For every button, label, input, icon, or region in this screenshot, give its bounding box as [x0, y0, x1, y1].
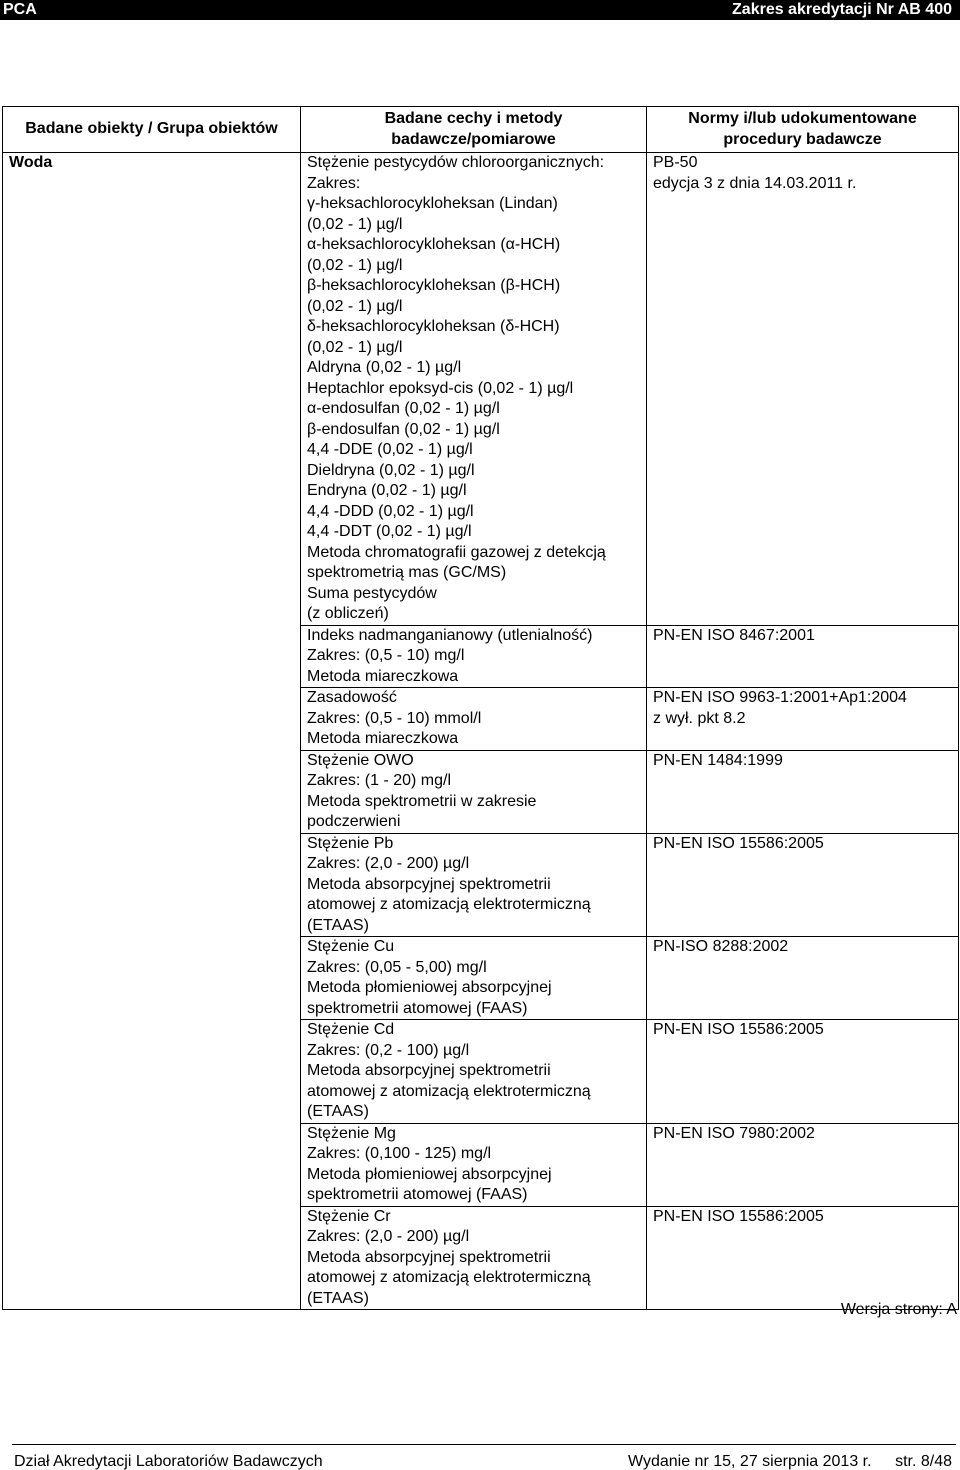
method-text: Stężenie Mg Zakres: (0,100 - 125) mg/l Metoda płomieniowej absorpcyjnej spektrometrii atomowej (FAAS) — [307, 1124, 552, 1203]
method-text: Stężenie Pb Zakres: (2,0 - 200) µg/l Metoda absorpcyjnej spektrometrii atomowej z atomizacją elektrotermiczną (ETAAS) — [307, 834, 591, 934]
method-cell — [301, 1123, 647, 1206]
footer-page-number: str. 8/48 — [895, 1453, 952, 1470]
norm-text: PN-EN ISO 9963-1:2001+Ap1:2004 z wył. pkt 8.2 — [653, 689, 907, 727]
method-cell — [301, 625, 647, 688]
table-header-row — [3, 107, 959, 153]
method-cell — [301, 1020, 647, 1124]
norm-text: PN-EN 1484:1999 — [653, 751, 783, 769]
norm-cell — [647, 1123, 959, 1206]
norm-text: PB-50 edycja 3 z dnia 14.03.2011 r. — [653, 154, 857, 192]
header-objects: Badane obiekty / Grupa obiektów — [3, 107, 301, 153]
norm-cell — [647, 937, 959, 1020]
norm-cell — [647, 1020, 959, 1124]
norm-text: PN-EN ISO 15586:2005 — [653, 834, 824, 852]
method-text: Stężenie OWO Zakres: (1 - 20) mg/l Metoda spektrometrii w zakresie podczerwieni — [307, 751, 537, 830]
accreditation-table — [2, 106, 959, 1310]
header-norms: Normy i/lub udokumentowane procedury badawcze — [647, 107, 959, 153]
norm-cell — [647, 833, 959, 937]
norm-text: PN-EN ISO 8467:2001 — [653, 626, 815, 644]
method-text: Stężenie Cr Zakres: (2,0 - 200) µg/l Metoda absorpcyjnej spektrometrii atomowej z atomizacją elektrotermiczną (ETAAS) — [307, 1207, 591, 1307]
norm-text: PN-EN ISO 15586:2005 — [653, 1207, 824, 1225]
page-header-bar — [0, 0, 960, 20]
method-cell — [301, 688, 647, 751]
method-text: Stężenie Cu Zakres: (0,05 - 5,00) mg/l Metoda płomieniowej absorpcyjnej spektrometrii atomowej (FAAS) — [307, 938, 552, 1017]
header-methods: Badane cechy i metody badawcze/pomiarowe — [301, 107, 647, 153]
norm-text: PN-ISO 8288:2002 — [653, 938, 789, 955]
method-text: Stężenie Cd Zakres: (0,2 - 100) µg/l Metoda absorpcyjnej spektrometrii atomowej z atomizacją elektrotermiczną (ETAAS) — [307, 1021, 591, 1120]
method-text: Zasadowość Zakres: (0,5 - 10) mmol/l Metoda miareczkowa — [307, 689, 482, 747]
method-cell — [301, 937, 647, 1020]
method-cell — [301, 833, 647, 937]
norm-cell — [647, 153, 959, 626]
table-row — [3, 153, 959, 626]
method-cell — [301, 750, 647, 833]
method-cell — [301, 1206, 647, 1310]
norm-cell — [647, 688, 959, 751]
footer-edition: Wydanie nr 15, 27 sierpnia 2013 r. — [628, 1453, 872, 1470]
norm-cell — [647, 750, 959, 833]
norm-cell — [647, 625, 959, 688]
object-group: Woda — [3, 153, 301, 1310]
page-footer — [12, 1444, 956, 1470]
method-cell — [301, 153, 647, 626]
footer-department: Dział Akredytacji Laboratoriów Badawczych — [14, 1453, 323, 1470]
method-text: Stężenie pestycydów chloroorganicznych: Zakres: γ-heksachlorocykloheksan (Lindan) (0,02 - 1) µg/l α-heksachlorocykloheksan (α-HCH) (0,02 - 1) µg/l β-heksachlorocykloheksan (β-HCH) (0,02 - 1) µg/l δ-heksachlorocykloheksan (δ-HCH) (0,02 - 1) µg/l Aldryna (0,02 - 1) µg/l Heptachlor epoksyd-cis (0,02 - 1) µg/l α-endosulfan (0,02 - 1) µg/l β-endosulfan (0,02 - 1) µg/l 4,4 -DDE (0,02 - 1) µg/l Dieldryna (0,02 - 1) µg/l Endryna (0,02 - 1) µg/l 4,4 -DDD (0,02 - 1) µg/l 4,4 -DDT (0,02 - 1) µg/l Metoda chromatografii gazowej z detekcją spektrometrią mas (GC/MS) Suma pestycydów (z obliczeń) — [307, 154, 606, 622]
page-version: Wersja strony: A — [840, 1301, 957, 1318]
header-scope-title: Zakres akredytacji Nr AB 400 — [732, 1, 952, 18]
norm-cell — [647, 1206, 959, 1310]
norm-text: PN-EN ISO 7980:2002 — [653, 1124, 815, 1142]
method-text: Indeks nadmanganianowy (utlenialność) Zakres: (0,5 - 10) mg/l Metoda miareczkowa — [307, 626, 593, 685]
norm-text: PN-EN ISO 15586:2005 — [653, 1021, 824, 1038]
header-org: PCA — [3, 1, 37, 18]
